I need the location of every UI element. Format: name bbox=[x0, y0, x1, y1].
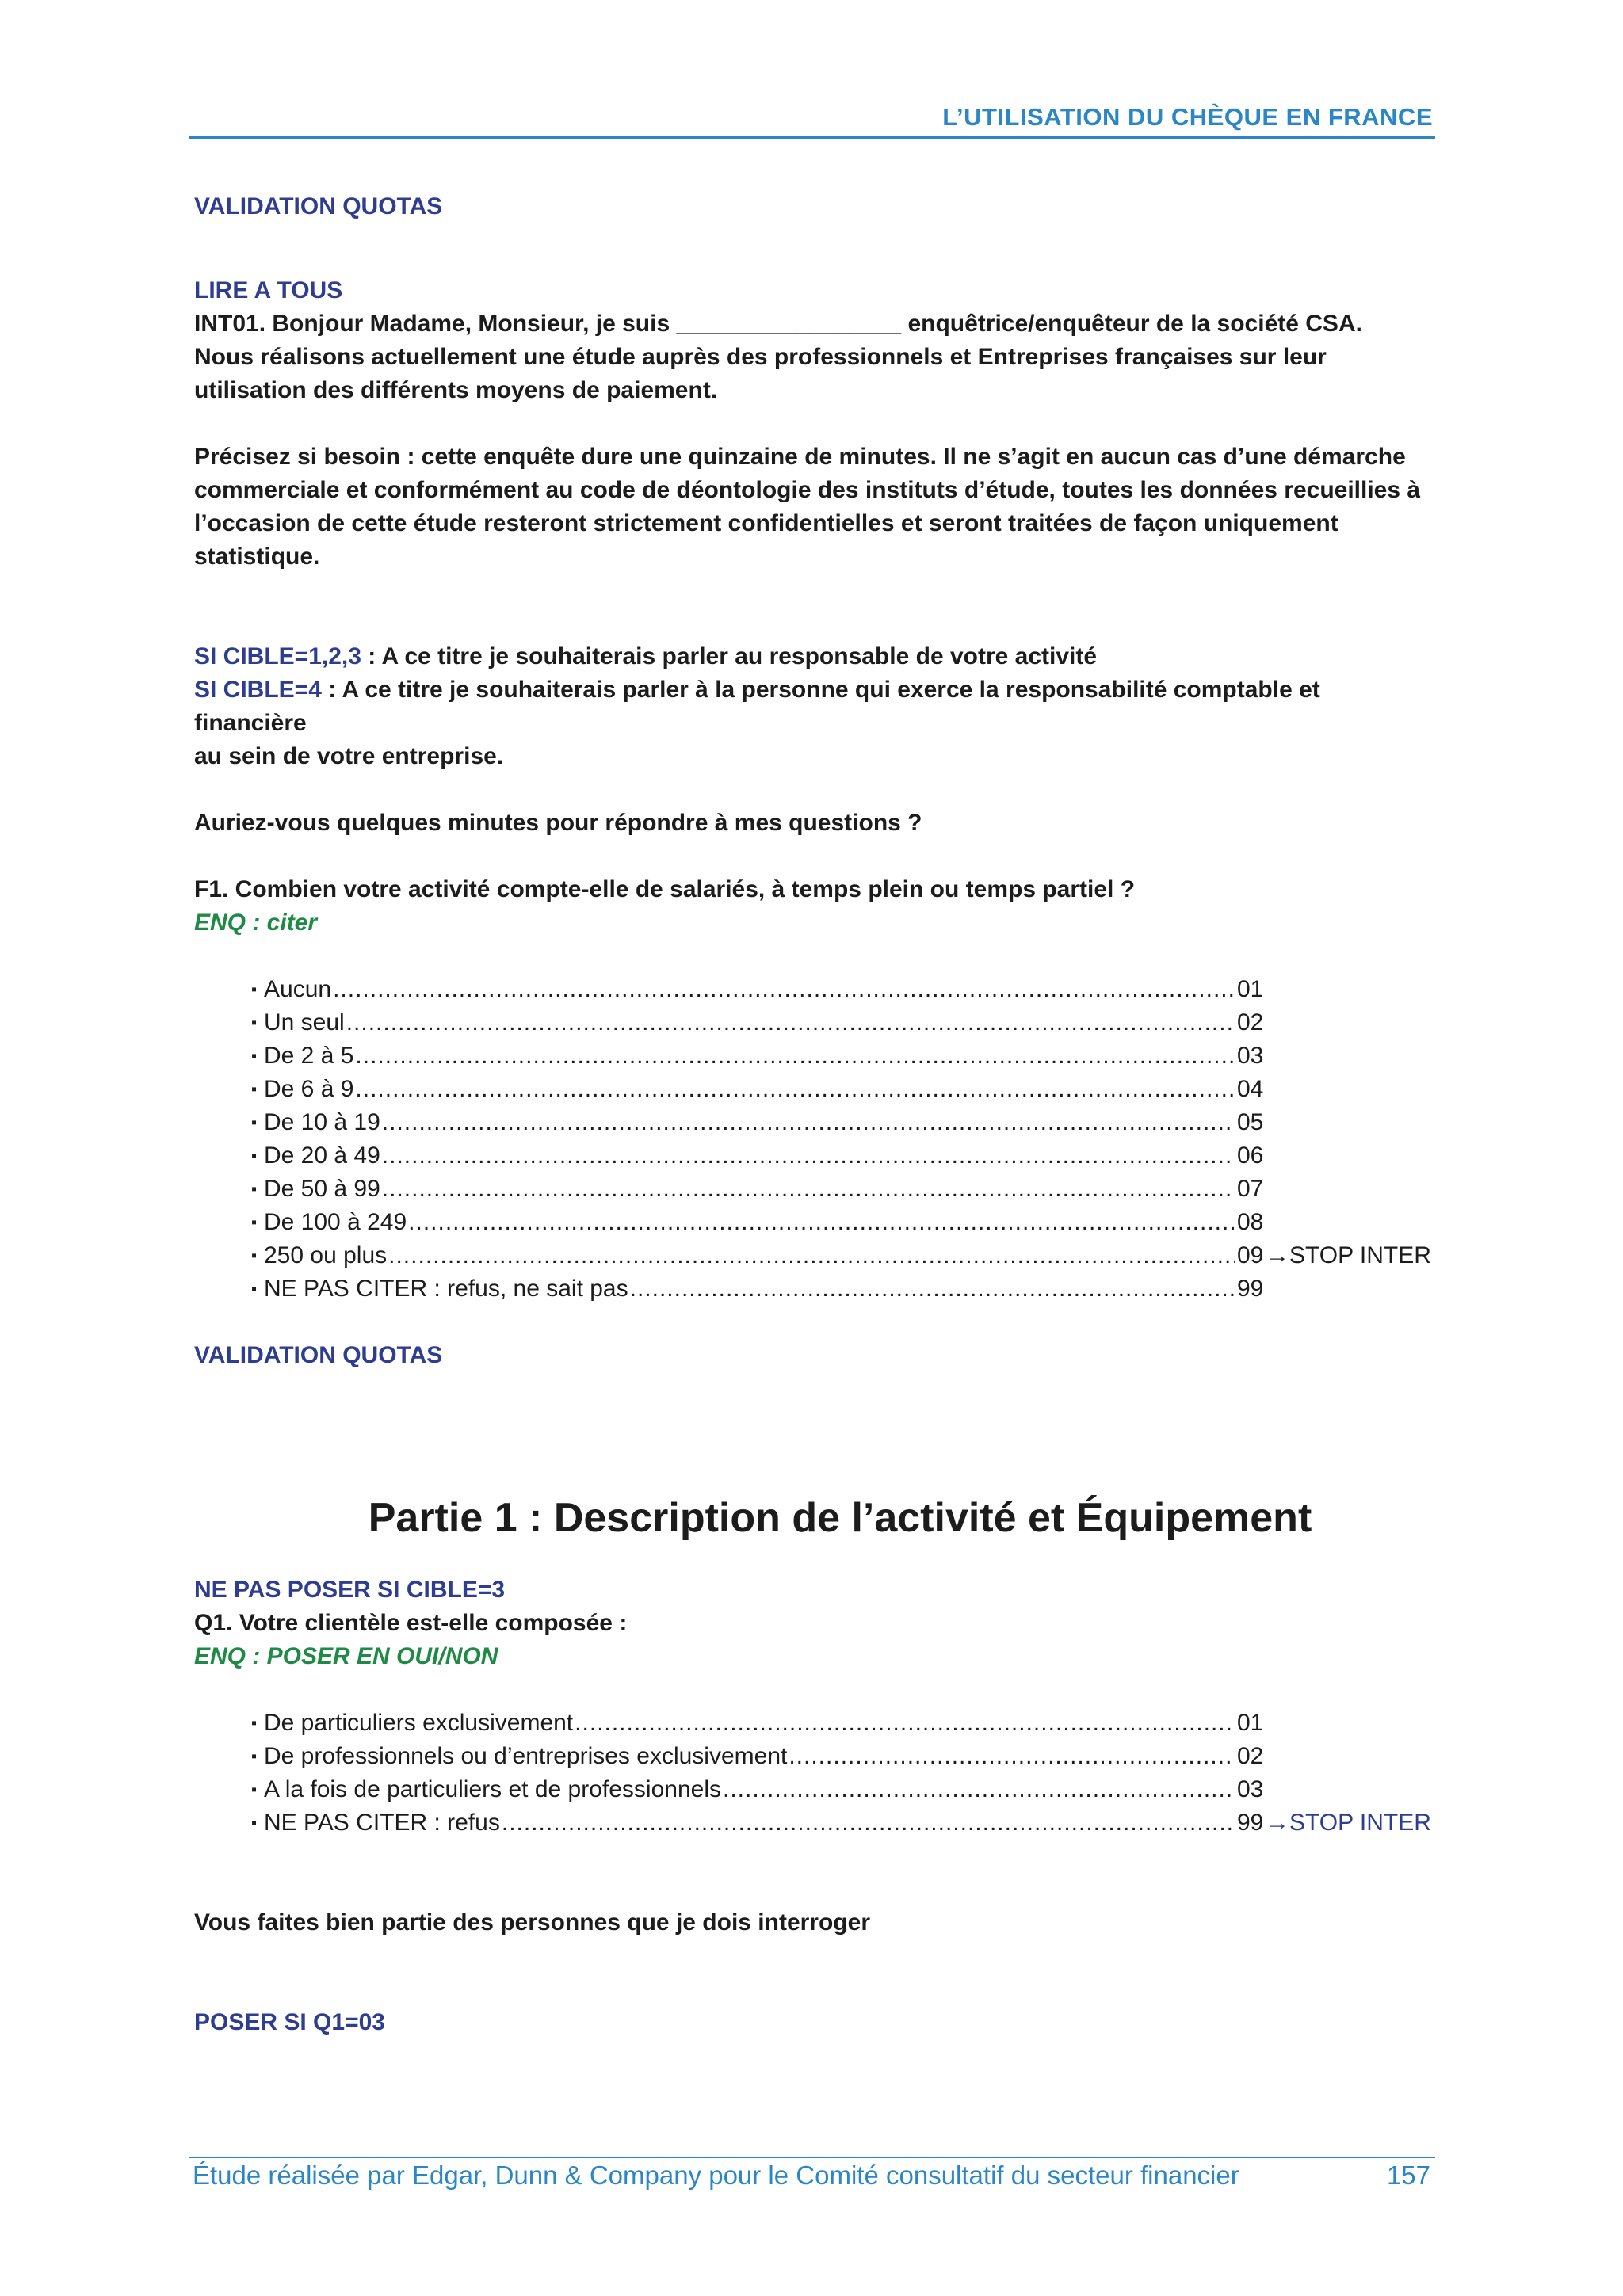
list-item: ▪ De 100 à 249 ..... 08 bbox=[251, 1206, 1440, 1239]
q1-instruction: ENQ : POSER EN OUI/NON bbox=[194, 1643, 498, 1669]
page-number: 157 bbox=[1386, 2161, 1430, 2190]
option-label: De 6 à 9 bbox=[264, 1076, 354, 1102]
option-label: De 100 à 249 bbox=[264, 1209, 407, 1235]
list-item: ▪ NE PAS CITER : refus ..... 99 →STOP INTER bbox=[251, 1806, 1440, 1840]
option-code: 99 bbox=[1237, 1810, 1264, 1836]
option-stop: →STOP INTER bbox=[1266, 1242, 1431, 1268]
document-body bbox=[194, 190, 1438, 2039]
header-rule bbox=[189, 136, 1435, 139]
option-label: Aucun bbox=[264, 976, 332, 1002]
lire-a-tous: LIRE A TOUS bbox=[194, 277, 343, 303]
validation-quotas-top: VALIDATION QUOTAS bbox=[194, 193, 443, 219]
list-item: ▪ Aucun ..... 01 bbox=[251, 973, 1440, 1006]
option-label: De professionnels ou d’entreprises exclusivement bbox=[264, 1743, 788, 1769]
option-label: De 50 à 99 bbox=[264, 1176, 380, 1202]
option-label: A la fois de particuliers et de professionnels bbox=[264, 1776, 721, 1802]
option-stop: →STOP INTER bbox=[1266, 1810, 1431, 1836]
option-code: 08 bbox=[1237, 1209, 1264, 1235]
f1-options bbox=[194, 973, 1438, 1306]
cible-123-text: : A ce titre je souhaiterais parler au responsable de votre activité bbox=[361, 643, 1098, 669]
list-item: ▪ De 50 à 99 ..... 07 bbox=[251, 1173, 1440, 1206]
list-item: ▪ Un seul ..... 02 bbox=[251, 1006, 1440, 1039]
int01-line-2: Nous réalisons actuellement une étude auprès des professionnels et Entreprises françaises sur leur bbox=[194, 344, 1327, 370]
option-label: NE PAS CITER : refus bbox=[264, 1810, 500, 1836]
cible-4-text: : A ce titre je souhaiterais parler à la personne qui exerce la responsabilité comptable et financière bbox=[194, 677, 1320, 736]
cible-4-line bbox=[194, 673, 1438, 740]
footer-text: Étude réalisée par Edgar, Dunn & Company pour le Comité consultatif du secteur financier bbox=[193, 2161, 1239, 2190]
poser-si-q1: POSER SI Q1=03 bbox=[194, 2009, 385, 2035]
precisez-line-1: Précisez si besoin : cette enquête dure une quinzaine de minutes. Il ne s’agit en aucun cas d’une démarche bbox=[194, 444, 1406, 470]
option-code: 07 bbox=[1237, 1176, 1264, 1202]
option-label: De 10 à 19 bbox=[264, 1109, 380, 1135]
header-title: L’UTILISATION DU CHÈQUE EN FRANCE bbox=[942, 103, 1433, 131]
list-item: ▪ De particuliers exclusivement ..... 01 bbox=[251, 1707, 1440, 1740]
list-item: ▪ De 2 à 5 ..... 03 bbox=[251, 1039, 1440, 1073]
q1-condition: NE PAS POSER SI CIBLE=3 bbox=[194, 1577, 506, 1603]
precisez-line-4: statistique. bbox=[194, 543, 320, 570]
option-label: 250 ou plus bbox=[264, 1242, 388, 1268]
option-label: De particuliers exclusivement bbox=[264, 1710, 574, 1736]
list-item: ▪ 250 ou plus ..... 09 →STOP INTER bbox=[251, 1239, 1440, 1272]
option-code: 02 bbox=[1237, 1743, 1264, 1769]
q1-options bbox=[194, 1707, 1438, 1840]
f1-instruction: ENQ : citer bbox=[194, 910, 318, 936]
section-title: Partie 1 : Description de l’activité et Équipement bbox=[368, 1495, 1312, 1541]
precisez-line-3: l’occasion de cette étude resteront strictement confidentielles et seront traitées de façon uniquement bbox=[194, 510, 1338, 536]
cible-4-label: SI CIBLE=4 bbox=[194, 677, 322, 703]
option-code: 04 bbox=[1237, 1076, 1264, 1102]
option-label: NE PAS CITER : refus, ne sait pas bbox=[264, 1276, 628, 1302]
option-code: 02 bbox=[1237, 1009, 1264, 1035]
option-code: 03 bbox=[1237, 1043, 1264, 1069]
list-item: ▪ De 20 à 49 ..... 06 bbox=[251, 1139, 1440, 1173]
precisez-line-2: commerciale et conformément au code de déontologie des instituts d’étude, toutes les données recueillies à bbox=[194, 477, 1421, 503]
int01-line-3: utilisation des différents moyens de paiement. bbox=[194, 377, 718, 403]
cible-4-line-2: au sein de votre entreprise. bbox=[194, 743, 504, 769]
cible-123-line bbox=[194, 640, 1438, 673]
list-item: ▪ A la fois de particuliers et de professionnels ..... 03 bbox=[251, 1773, 1440, 1806]
option-label: De 2 à 5 bbox=[264, 1043, 354, 1069]
list-item: ▪ NE PAS CITER : refus, ne sait pas ..... 99 bbox=[251, 1272, 1440, 1306]
vous-faites: Vous faites bien partie des personnes que je dois interroger bbox=[194, 1909, 870, 1936]
validation-quotas-f1: VALIDATION QUOTAS bbox=[194, 1342, 443, 1368]
option-code: 09 bbox=[1237, 1242, 1264, 1268]
option-label: De 20 à 49 bbox=[264, 1142, 380, 1169]
auriez-vous: Auriez-vous quelques minutes pour répondre à mes questions ? bbox=[194, 810, 922, 836]
q1-question: Q1. Votre clientèle est-elle composée : bbox=[194, 1610, 628, 1636]
int01-line-1: INT01. Bonjour Madame, Monsieur, je suis _________________ enquêtrice/enquêteur de la société CSA. bbox=[194, 311, 1362, 337]
option-code: 99 bbox=[1237, 1276, 1264, 1302]
footer-rule bbox=[189, 2157, 1435, 2158]
list-item: ▪ De 10 à 19 ..... 05 bbox=[251, 1106, 1440, 1139]
option-code: 05 bbox=[1237, 1109, 1264, 1135]
list-item: ▪ De 6 à 9 ..... 04 bbox=[251, 1073, 1440, 1106]
f1-question: F1. Combien votre activité compte-elle de salariés, à temps plein ou temps partiel ? bbox=[194, 876, 1136, 902]
option-label: Un seul bbox=[264, 1009, 345, 1035]
list-item: ▪ De professionnels ou d’entreprises exclusivement ..... 02 bbox=[251, 1740, 1440, 1773]
cible-123-label: SI CIBLE=1,2,3 bbox=[194, 643, 361, 669]
option-code: 01 bbox=[1237, 1710, 1264, 1736]
option-code: 01 bbox=[1237, 976, 1264, 1002]
option-code: 03 bbox=[1237, 1776, 1264, 1802]
option-code: 06 bbox=[1237, 1142, 1264, 1169]
